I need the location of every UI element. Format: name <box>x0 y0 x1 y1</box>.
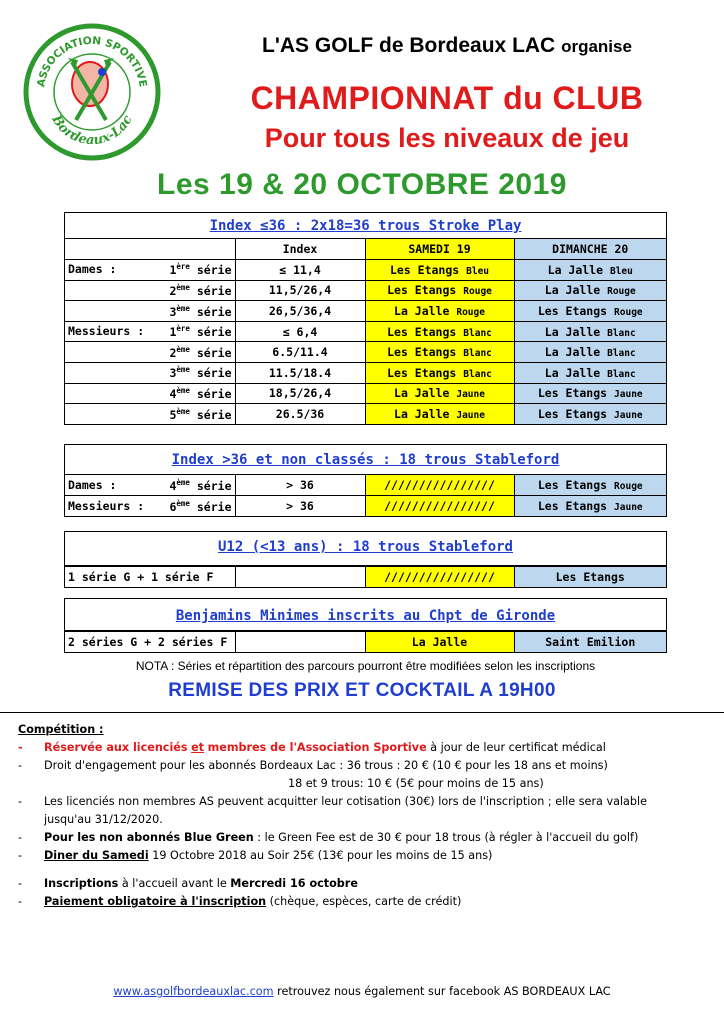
benjamins-grid <box>65 631 666 652</box>
course-name: La Jalle <box>544 283 601 298</box>
saturday-course <box>365 321 514 342</box>
table-row <box>65 260 666 281</box>
t1-serie-cell <box>65 383 235 404</box>
membership-text-2: jusqu'au 31/12/2020. <box>44 813 163 826</box>
t1-serie-cell <box>65 363 235 384</box>
table-row <box>65 342 666 363</box>
course-name: Les Etangs <box>537 386 608 401</box>
sunday-header: DIMANCHE 20 <box>514 239 666 260</box>
serie-number: 4 <box>169 386 177 401</box>
tee-color: Blanc <box>463 348 492 360</box>
dinner-label: Diner du Samedi <box>44 849 149 862</box>
sunday-course <box>514 280 666 301</box>
association-logo <box>22 22 162 162</box>
serie-suffix: ème <box>176 365 190 375</box>
list-item: - Pour les non abonnés Blue Green : le Green Fee est de 30 € pour 18 trous (à régler à l'accueil du golf) <box>18 831 639 844</box>
payment-label: Paiement obligatoire à l'inscription <box>44 895 267 908</box>
eligibility-certificate: à jour de leur certificat médical <box>430 741 606 754</box>
index-cell: > 36 <box>235 496 365 517</box>
u12-label: 1 série G + 1 série F <box>65 567 235 588</box>
saturday-course <box>365 301 514 322</box>
sunday-course <box>514 496 666 517</box>
stableford-table <box>64 444 667 517</box>
serie-label <box>169 478 231 493</box>
course-name: Les Etangs <box>537 499 608 514</box>
index-cell: 26.5/36 <box>235 404 365 425</box>
divider <box>0 712 724 713</box>
serie-number: 1 <box>169 325 177 340</box>
organizer-line <box>170 34 724 58</box>
t2-serie-cell <box>65 496 235 517</box>
index-cell: > 36 <box>235 475 365 496</box>
tee-color: Rouge <box>614 307 643 319</box>
t1-serie-cell <box>65 260 235 281</box>
prize-announcement: REMISE DES PRIX ET COCKTAIL A 19H00 <box>168 680 556 701</box>
sunday-course <box>514 321 666 342</box>
registration-text: à l'accueil avant le <box>121 877 227 890</box>
saturday-course <box>365 363 514 384</box>
serie-suffix: ème <box>176 283 190 293</box>
serie-suffix: ème <box>176 477 190 487</box>
eligibility-members: membres de l'Association Sportive <box>207 741 427 754</box>
logo-top-text: ASSOCIATION SPORTIVE <box>35 34 149 88</box>
stableford-title: Index >36 et non classés : 18 trous Stableford <box>65 445 666 475</box>
tee-color: Rouge <box>456 307 485 319</box>
eligibility-text: Réservée aux licenciés <box>44 741 188 754</box>
course-name: La Jalle <box>544 365 601 380</box>
list-item: - Réservée aux licenciés et membres de l'Association Sportive à jour de leur certificat médical <box>18 741 606 754</box>
sunday-course <box>514 475 666 496</box>
group-label: Messieurs : <box>68 324 145 339</box>
serie-suffix: ème <box>176 498 190 508</box>
page-subtitle: Pour tous les niveaux de jeu <box>264 123 630 153</box>
saturday-course <box>365 342 514 363</box>
saturday-course <box>365 404 514 425</box>
course-name: Les Etangs <box>537 407 608 422</box>
course-name: La Jalle <box>544 324 601 339</box>
logo-bottom-text: Bordeaux-Lac <box>48 112 136 149</box>
serie-number: 4 <box>169 478 177 493</box>
tee-color: Blanc <box>463 327 492 339</box>
course-name: Les Etangs <box>387 324 457 339</box>
serie-label <box>169 304 231 319</box>
tee-color: Jaune <box>614 502 643 514</box>
list-item: - Paiement obligatoire à l'inscription (chèque, espèces, carte de crédit) <box>18 895 462 908</box>
group-label: Dames : <box>68 477 117 492</box>
tee-color: Rouge <box>607 286 636 298</box>
serie-suffix: ème <box>176 303 190 313</box>
table-row <box>65 475 666 496</box>
tee-color: Jaune <box>456 410 485 422</box>
course-name: Les Etangs <box>387 365 457 380</box>
serie-number: 2 <box>169 345 177 360</box>
tee-color: Bleu <box>466 265 490 277</box>
entry-fee-text: Droit d'engagement pour les abonnés Bordeaux Lac : 36 trous : 20 € (10 € pour les 18 ans et moins) <box>44 759 608 772</box>
green-fee-text: : le Green Fee est de 30 € pour 18 trous (à régler à l'accueil du golf) <box>257 831 639 844</box>
sunday-course <box>514 383 666 404</box>
serie-number: 1 <box>169 263 177 278</box>
competition-section <box>18 721 718 911</box>
footer-text: retrouvez nous également sur facebook AS BORDEAUX LAC <box>277 985 611 998</box>
tee-color: Jaune <box>456 389 485 401</box>
u12-saturday: //////////////// <box>365 567 514 588</box>
index-cell: 18,5/26,4 <box>235 383 365 404</box>
tee-color: Blanc <box>607 368 636 380</box>
stroke-play-table <box>64 212 667 425</box>
list-item-continued <box>18 775 718 793</box>
serie-number: 3 <box>169 366 177 381</box>
serie-suffix: ème <box>176 344 190 354</box>
table-row <box>65 567 666 588</box>
sunday-course <box>514 301 666 322</box>
stableford-grid <box>65 475 666 516</box>
registration-deadline: Mercredi 16 octobre <box>230 877 358 890</box>
event-dates: Les 19 & 20 OCTOBRE 2019 <box>157 168 567 201</box>
tee-color: Jaune <box>614 389 643 401</box>
tee-color: Blanc <box>607 348 636 360</box>
tee-color: Rouge <box>614 481 643 493</box>
table-row <box>65 301 666 322</box>
course-name: Les Etangs <box>387 345 457 360</box>
serie-number: 5 <box>169 407 177 422</box>
benjamins-saturday: La Jalle <box>365 632 514 653</box>
tee-color: Rouge <box>463 286 492 298</box>
t2-serie-cell <box>65 475 235 496</box>
non-member-label: Pour les non abonnés Blue Green <box>44 831 254 844</box>
sunday-course <box>514 404 666 425</box>
course-name: La Jalle <box>394 407 450 422</box>
serie-word: série <box>196 386 232 401</box>
benjamins-sunday: Saint Emilion <box>514 632 666 653</box>
saturday-header: SAMEDI 19 <box>365 239 514 260</box>
benjamins-index-cell <box>235 632 365 653</box>
competition-heading-line <box>18 721 718 739</box>
table-row <box>65 404 666 425</box>
serie-label <box>169 324 231 339</box>
sunday-course <box>514 260 666 281</box>
sunday-course <box>514 363 666 384</box>
u12-index-cell <box>235 567 365 588</box>
footer <box>0 985 724 998</box>
organizer-name: L'AS GOLF de Bordeaux LAC <box>262 34 556 57</box>
u12-grid <box>65 566 666 587</box>
website-link[interactable]: www.asgolfbordeauxlac.com <box>113 985 274 998</box>
list-item: - Les licenciés non membres AS peuvent acquitter leur cotisation (30€) lors de l'inscription ; elle sera valable <box>18 795 647 808</box>
serie-suffix: ère <box>176 262 190 272</box>
group-label: Dames : <box>68 262 117 277</box>
index-header: Index <box>235 239 365 260</box>
serie-suffix: ère <box>176 324 190 334</box>
table-row <box>65 496 666 517</box>
nota-text: NOTA : Séries et répartition des parcours pourront être modifiées selon les inscriptions <box>135 659 596 673</box>
sunday-course <box>514 342 666 363</box>
eligibility-and: et <box>191 741 205 754</box>
tee-color: Blanc <box>607 327 636 339</box>
table-row <box>65 632 666 653</box>
u12-title: U12 (<13 ans) : 18 trous Stableford <box>65 532 666 566</box>
serie-label <box>169 499 231 514</box>
list-item-continued <box>18 811 718 829</box>
serie-word: série <box>196 283 232 298</box>
serie-number: 6 <box>169 499 177 514</box>
index-cell: 11,5/26,4 <box>235 280 365 301</box>
spacer <box>18 865 718 875</box>
course-name: Les Etangs <box>389 262 460 277</box>
t1-serie-cell <box>65 342 235 363</box>
index-cell: 26,5/36,4 <box>235 301 365 322</box>
saturday-course: //////////////// <box>365 496 514 517</box>
u12-table <box>64 531 667 588</box>
serie-number: 2 <box>169 283 177 298</box>
serie-label <box>169 345 231 360</box>
table-row <box>65 363 666 384</box>
course-name: La Jalle <box>547 262 604 277</box>
entry-fee-text-2: 18 et 9 trous: 10 € (5€ pour moins de 15 ans) <box>288 777 544 790</box>
stroke-play-grid <box>65 239 666 424</box>
serie-label <box>169 365 231 380</box>
t1-serie-cell <box>65 404 235 425</box>
serie-label <box>169 262 231 277</box>
list-item: - Droit d'engagement pour les abonnés Bordeaux Lac : 36 trous : 20 € (10 € pour les 18 ans et moins) <box>18 759 608 772</box>
payment-methods: (chèque, espèces, carte de crédit) <box>269 895 462 908</box>
index-cell: 11.5/18.4 <box>235 363 365 384</box>
course-name: La Jalle <box>394 386 450 401</box>
registration-label: Inscriptions <box>44 877 119 890</box>
index-cell: ≤ 6,4 <box>235 321 365 342</box>
serie-label <box>169 407 231 422</box>
list-item: - Diner du Samedi 19 Octobre 2018 au Soir 25€ (13€ pour les moins de 15 ans) <box>18 849 493 862</box>
page-title: CHAMPIONNAT du CLUB <box>250 80 644 116</box>
organise-word: organise <box>561 37 632 56</box>
u12-sunday: Les Etangs <box>514 567 666 588</box>
competition-heading: Compétition : <box>18 723 104 736</box>
table-header-row <box>65 239 666 260</box>
membership-text: Les licenciés non membres AS peuvent acquitter leur cotisation (30€) lors de l'inscription ; elle sera valable <box>44 795 647 808</box>
group-label: Messieurs : <box>68 498 145 513</box>
saturday-course <box>365 383 514 404</box>
tee-color: Bleu <box>609 265 633 277</box>
serie-word: série <box>196 407 232 422</box>
serie-word: série <box>196 304 232 319</box>
serie-word: série <box>196 478 232 493</box>
serie-suffix: ème <box>176 386 190 396</box>
saturday-course <box>365 280 514 301</box>
table-row <box>65 321 666 342</box>
benjamins-table <box>64 598 667 653</box>
serie-word: série <box>196 263 232 278</box>
saturday-course <box>365 260 514 281</box>
index-cell: ≤ 11,4 <box>235 260 365 281</box>
course-name: Les Etangs <box>537 304 608 319</box>
serie-word: série <box>196 345 232 360</box>
course-name: Les Etangs <box>537 478 608 493</box>
benjamins-title: Benjamins Minimes inscrits au Chpt de Gironde <box>65 599 666 631</box>
table-row <box>65 383 666 404</box>
index-cell: 6.5/11.4 <box>235 342 365 363</box>
course-name: Les Etangs <box>387 283 457 298</box>
dinner-text: 19 Octobre 2018 au Soir 25€ (13€ pour les moins de 15 ans) <box>152 849 493 862</box>
serie-number: 3 <box>169 304 177 319</box>
saturday-course: //////////////// <box>365 475 514 496</box>
course-name: La Jalle <box>544 345 601 360</box>
t1-serie-cell <box>65 301 235 322</box>
tee-color: Jaune <box>614 410 643 422</box>
benjamins-label: 2 séries G + 2 séries F <box>65 632 235 653</box>
list-item: - Inscriptions à l'accueil avant le Mercredi 16 octobre <box>18 877 358 890</box>
serie-word: série <box>196 366 232 381</box>
tee-color: Blanc <box>463 368 492 380</box>
serie-word: série <box>196 499 232 514</box>
serie-label <box>169 283 231 298</box>
serie-word: série <box>196 325 232 340</box>
t1-serie-cell <box>65 280 235 301</box>
table-row <box>65 280 666 301</box>
serie-label <box>169 386 231 401</box>
empty-header-cell <box>65 239 235 260</box>
t1-serie-cell <box>65 321 235 342</box>
serie-suffix: ème <box>176 406 190 416</box>
stroke-play-title: Index ≤36 : 2x18=36 trous Stroke Play <box>65 213 666 239</box>
course-name: La Jalle <box>394 304 450 319</box>
